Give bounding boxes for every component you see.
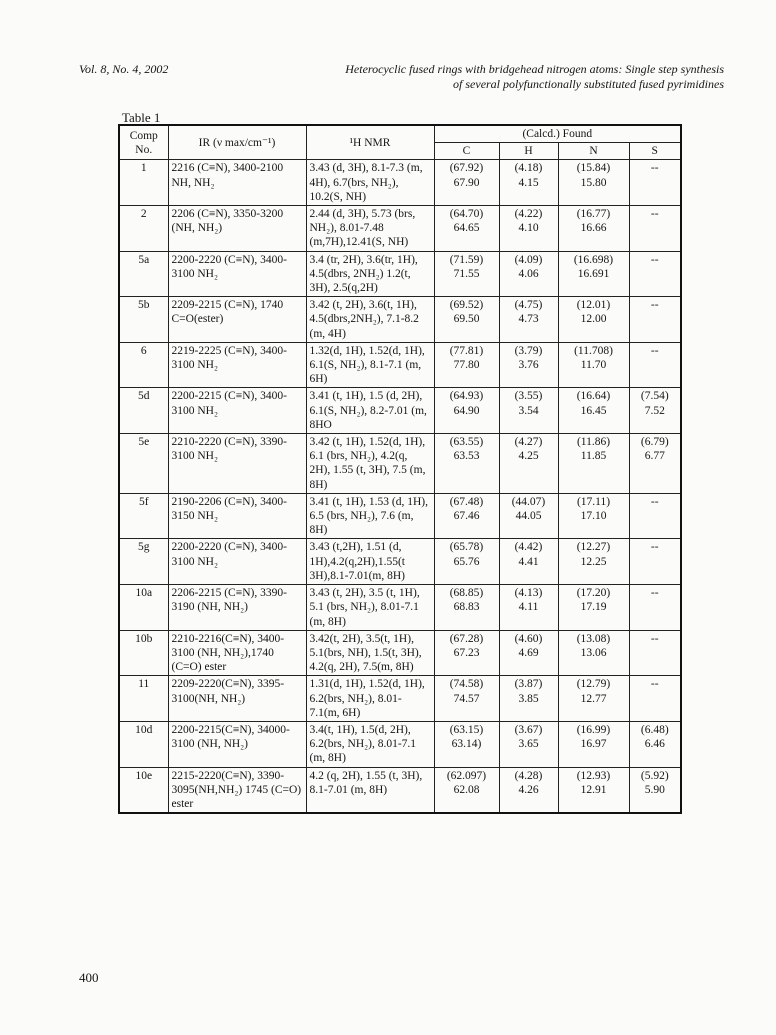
cell-s: -- — [629, 585, 681, 631]
cell-h: (4.75) 4.73 — [499, 297, 558, 343]
table-row — [119, 251, 681, 297]
cell-h: (4.13) 4.11 — [499, 585, 558, 631]
cell-nmr: 3.43 (t, 2H), 3.5 (t, 1H), 5.1 (brs, NH₂), 8.01-7.1 (m, 8H) — [306, 585, 434, 631]
cell-comp: 6 — [119, 342, 168, 388]
cell-s: -- — [629, 297, 681, 343]
col-header-s: S — [629, 143, 681, 160]
cell-c: (65.78) 65.76 — [434, 539, 499, 585]
cell-nmr: 4.2 (q, 2H), 1.55 (t, 3H), 8.1-7.01 (m, 8H) — [306, 767, 434, 813]
cell-nmr: 1.32(d, 1H), 1.52(d, 1H), 6.1(S, NH₂), 8.1-7.1 (m, 6H) — [306, 342, 434, 388]
table-row — [119, 493, 681, 539]
cell-comp: 10d — [119, 721, 168, 767]
cell-nmr: 3.43 (t,2H), 1.51 (d, 1H),4.2(q,2H),1.55(t 3H),8.1-7.01(m, 8H) — [306, 539, 434, 585]
cell-nmr: 3.41 (t, 1H), 1.53 (d, 1H), 6.5 (brs, NH₂), 7.6 (m, 8H) — [306, 493, 434, 539]
col-header-c: C — [434, 143, 499, 160]
cell-ir: 2210-2220 (C≡N), 3390-3100 NH₂ — [168, 434, 306, 494]
cell-h: (4.09) 4.06 — [499, 251, 558, 297]
cell-nmr: 3.42 (t, 2H), 3.6(t, 1H), 4.5(dbrs,2NH₂), 7.1-8.2 (m, 4H) — [306, 297, 434, 343]
cell-s: (5.92) 5.90 — [629, 767, 681, 813]
cell-nmr: 1.31(d, 1H), 1.52(d, 1H), 6.2(brs, NH₂), 8.01-7.1(m, 6H) — [306, 676, 434, 722]
table-row — [119, 434, 681, 494]
cell-s: -- — [629, 342, 681, 388]
table-row — [119, 630, 681, 676]
cell-n: (17.20) 17.19 — [558, 585, 629, 631]
cell-h: (4.60) 4.69 — [499, 630, 558, 676]
cell-s: -- — [629, 493, 681, 539]
cell-nmr: 3.42 (t, 1H), 1.52(d, 1H), 6.1 (brs, NH₂), 4.2(q, 2H), 1.55 (t, 3H), 7.5 (m, 8H) — [306, 434, 434, 494]
cell-n: (12.79) 12.77 — [558, 676, 629, 722]
cell-c: (63.15) 63.14) — [434, 721, 499, 767]
cell-ir: 2190-2206 (C≡N), 3400-3150 NH₂ — [168, 493, 306, 539]
col-header-comp: Comp No. — [119, 125, 168, 160]
cell-h: (4.22) 4.10 — [499, 206, 558, 252]
cell-nmr: 3.42(t, 2H), 3.5(t, 1H), 5.1(brs, NH), 1.5(t, 3H), 4.2(q, 2H), 7.5(m, 8H) — [306, 630, 434, 676]
cell-nmr: 3.41 (t, 1H), 1.5 (d, 2H), 6.1(S, NH₂), 8.2-7.01 (m, 8HO — [306, 388, 434, 434]
cell-c: (77.81) 77.80 — [434, 342, 499, 388]
cell-c: (69.52) 69.50 — [434, 297, 499, 343]
cell-nmr: 3.43 (d, 3H), 8.1-7.3 (m, 4H), 6.7(brs, NH₂), 10.2(S, NH) — [306, 160, 434, 206]
cell-h: (4.27) 4.25 — [499, 434, 558, 494]
cell-h: (3.87) 3.85 — [499, 676, 558, 722]
cell-comp: 2 — [119, 206, 168, 252]
cell-c: (71.59) 71.55 — [434, 251, 499, 297]
running-title-line-2: of several polyfunctionally substituted fused pyrimidines — [453, 77, 724, 91]
cell-comp: 5g — [119, 539, 168, 585]
cell-s: -- — [629, 206, 681, 252]
cell-comp: 5a — [119, 251, 168, 297]
cell-s: (6.48) 6.46 — [629, 721, 681, 767]
cell-n: (16.99) 16.97 — [558, 721, 629, 767]
cell-comp: 10b — [119, 630, 168, 676]
cell-s: -- — [629, 676, 681, 722]
cell-n: (11.708) 11.70 — [558, 342, 629, 388]
cell-n: (11.86) 11.85 — [558, 434, 629, 494]
cell-ir: 2219-2225 (C≡N), 3400-3100 NH₂ — [168, 342, 306, 388]
col-header-h: H — [499, 143, 558, 160]
cell-h: (3.55) 3.54 — [499, 388, 558, 434]
cell-h: (4.18) 4.15 — [499, 160, 558, 206]
cell-comp: 5d — [119, 388, 168, 434]
cell-nmr: 2.44 (d, 3H), 5.73 (brs, NH₂), 8.01-7.48 (m,7H),12.41(S, NH) — [306, 206, 434, 252]
cell-comp: 1 — [119, 160, 168, 206]
cell-n: (13.08) 13.06 — [558, 630, 629, 676]
cell-n: (17.11) 17.10 — [558, 493, 629, 539]
cell-nmr: 3.4(t, 1H), 1.5(d, 2H), 6.2(brs, NH₂), 8.01-7.1 (m, 8H) — [306, 721, 434, 767]
cell-comp: 5b — [119, 297, 168, 343]
cell-s: (6.79) 6.77 — [629, 434, 681, 494]
cell-ir: 2209-2220(C≡N), 3395-3100(NH, NH₂) — [168, 676, 306, 722]
cell-c: (74.58) 74.57 — [434, 676, 499, 722]
cell-ir: 2200-2215 (C≡N), 3400-3100 NH₂ — [168, 388, 306, 434]
cell-comp: 11 — [119, 676, 168, 722]
table-row — [119, 206, 681, 252]
table-row — [119, 388, 681, 434]
table-row — [119, 676, 681, 722]
cell-h: (44.07) 44.05 — [499, 493, 558, 539]
cell-s: (7.54) 7.52 — [629, 388, 681, 434]
table-row — [119, 342, 681, 388]
col-header-ir: IR (ν max/cm⁻¹) — [168, 125, 306, 160]
cell-ir: 2215-2220(C≡N), 3390-3095(NH,NH₂) 1745 (C=O) ester — [168, 767, 306, 813]
cell-c: (63.55) 63.53 — [434, 434, 499, 494]
table-row — [119, 539, 681, 585]
journal-volume: Vol. 8, No. 4, 2002 — [79, 62, 169, 76]
cell-s: -- — [629, 539, 681, 585]
table-caption: Table 1 — [122, 110, 161, 125]
table-row — [119, 721, 681, 767]
cell-ir: 2200-2220 (C≡N), 3400-3100 NH₂ — [168, 539, 306, 585]
cell-h: (3.67) 3.65 — [499, 721, 558, 767]
cell-comp: 10e — [119, 767, 168, 813]
running-title-line-1: Heterocyclic fused rings with bridgehead nitrogen atoms: Single step synthesis — [345, 62, 724, 76]
cell-c: (67.48) 67.46 — [434, 493, 499, 539]
cell-c: (64.93) 64.90 — [434, 388, 499, 434]
col-header-analysis: (Calcd.) Found — [434, 125, 681, 143]
cell-ir: 2200-2215(C≡N), 34000-3100 (NH, NH₂) — [168, 721, 306, 767]
cell-c: (68.85) 68.83 — [434, 585, 499, 631]
col-header-nmr: ¹H NMR — [306, 125, 434, 160]
cell-ir: 2209-2215 (C≡N), 1740 C=O(ester) — [168, 297, 306, 343]
cell-n: (12.27) 12.25 — [558, 539, 629, 585]
cell-comp: 10a — [119, 585, 168, 631]
cell-n: (15.84) 15.80 — [558, 160, 629, 206]
cell-c: (64.70) 64.65 — [434, 206, 499, 252]
cell-s: -- — [629, 251, 681, 297]
cell-s: -- — [629, 630, 681, 676]
page-number: 400 — [79, 970, 99, 985]
cell-comp: 5f — [119, 493, 168, 539]
cell-n: (12.01) 12.00 — [558, 297, 629, 343]
col-header-n: N — [558, 143, 629, 160]
cell-comp: 5e — [119, 434, 168, 494]
cell-n: (16.698) 16.691 — [558, 251, 629, 297]
header-row-1 — [119, 125, 681, 143]
cell-s: -- — [629, 160, 681, 206]
table-row — [119, 297, 681, 343]
cell-c: (67.28) 67.23 — [434, 630, 499, 676]
table-row — [119, 585, 681, 631]
cell-n: (16.64) 16.45 — [558, 388, 629, 434]
cell-ir: 2200-2220 (C≡N), 3400-3100 NH₂ — [168, 251, 306, 297]
cell-c: (62.097) 62.08 — [434, 767, 499, 813]
cell-n: (16.77) 16.66 — [558, 206, 629, 252]
compound-data-table — [118, 124, 682, 814]
cell-c: (67.92) 67.90 — [434, 160, 499, 206]
cell-ir: 2206-2215 (C≡N), 3390-3190 (NH, NH₂) — [168, 585, 306, 631]
cell-n: (12.93) 12.91 — [558, 767, 629, 813]
cell-nmr: 3.4 (tr, 2H), 3.6(tr, 1H), 4.5(dbrs, 2NH₂) 1.2(t, 3H), 2.5(q,2H) — [306, 251, 434, 297]
table-row — [119, 160, 681, 206]
running-title — [264, 62, 724, 92]
cell-h: (4.42) 4.41 — [499, 539, 558, 585]
cell-h: (4.28) 4.26 — [499, 767, 558, 813]
table-row — [119, 767, 681, 813]
cell-ir: 2210-2216(C≡N), 3400-3100 (NH, NH₂),1740 (C=O) ester — [168, 630, 306, 676]
cell-ir: 2206 (C≡N), 3350-3200 (NH, NH₂) — [168, 206, 306, 252]
cell-ir: 2216 (C≡N), 3400-2100 NH, NH₂ — [168, 160, 306, 206]
cell-h: (3.79) 3.76 — [499, 342, 558, 388]
